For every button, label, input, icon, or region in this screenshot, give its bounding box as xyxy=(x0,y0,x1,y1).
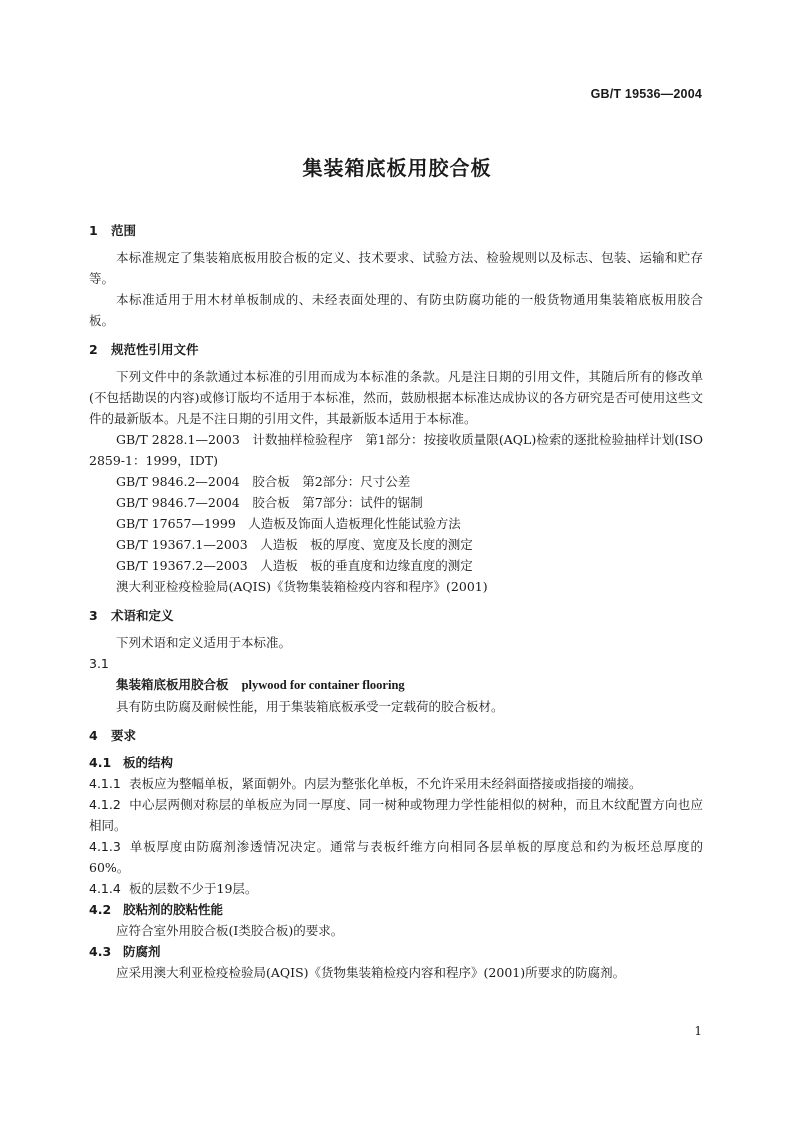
term-entry xyxy=(89,674,703,696)
reference-item: GB/T 19367.1—2003 人造板 板的厚度、宽度及长度的测定 xyxy=(116,537,473,552)
clause-number: 4.1.3 xyxy=(89,839,121,854)
subsection-number: 4.2 xyxy=(89,902,112,917)
clause xyxy=(89,794,703,836)
paragraph: 应采用澳大利亚检疫检验局(AQIS)《货物集装箱检疫内容和程序》(2001)所要求的防腐剂。 xyxy=(116,965,626,980)
document-body xyxy=(89,220,703,983)
paragraph: 下列文件中的条款通过本标准的引用而成为本标准的条款。凡是注日期的引用文件，其随后所有的修改单(不包括勘误的内容)或修订版均不适用于本标准，然而，鼓励根据本标准达成协议的各方研究是否可使用这些文件的最新版本。凡是不注日期的引用文件，其最新版本适用于本标准。 xyxy=(89,369,703,426)
subsection-number: 4.3 xyxy=(89,944,112,959)
clause xyxy=(89,773,703,794)
reference-item: GB/T 9846.7—2004 胶合板 第7部分：试件的锯制 xyxy=(116,495,423,510)
clause-number: 4.1.1 xyxy=(89,776,121,791)
clause-text: 板的层数不少于19层。 xyxy=(129,881,258,896)
section-number: 3 xyxy=(89,608,98,623)
term-definition: 具有防虫防腐及耐候性能，用于集装箱底板承受一定载荷的胶合板材。 xyxy=(116,699,504,714)
subsection-heading xyxy=(89,899,703,920)
paragraph: 本标准适用于用木材单板制成的、未经表面处理的、有防虫防腐功能的一般货物通用集装箱底板用胶合板。 xyxy=(89,292,703,328)
section-title: 要求 xyxy=(111,728,137,743)
reference-item: 澳大利亚检疫检验局(AQIS)《货物集装箱检疫内容和程序》(2001) xyxy=(116,579,488,594)
paragraph: 应符合室外用胶合板(Ⅰ类胶合板)的要求。 xyxy=(116,923,344,938)
subsection-heading xyxy=(89,752,703,773)
reference-item: GB/T 19367.2—2003 人造板 板的垂直度和边缘直度的测定 xyxy=(116,558,473,573)
subsection-title: 板的结构 xyxy=(123,755,174,770)
section-heading xyxy=(89,725,703,746)
clause xyxy=(89,836,703,878)
section-heading xyxy=(89,339,703,360)
term-number: 3.1 xyxy=(89,656,109,671)
clause-text: 表板应为整幅单板，紧面朝外。内层为整张化单板，不允许采用未经斜面搭接或指接的端接。 xyxy=(129,776,642,791)
section-title: 范围 xyxy=(111,223,137,238)
clause-number: 4.1.4 xyxy=(89,881,121,896)
section-number: 1 xyxy=(89,223,98,238)
paragraph: 本标准规定了集装箱底板用胶合板的定义、技术要求、试验方法、检验规则以及标志、包装、运输和贮存等。 xyxy=(89,250,703,286)
clause-text: 中心层两侧对称层的单板应为同一厚度、同一树种或物理力学性能相似的树种，而且木纹配置方向也应相同。 xyxy=(89,797,703,833)
term-chinese: 集装箱底板用胶合板 xyxy=(116,677,229,692)
section-title: 规范性引用文件 xyxy=(111,342,199,357)
subsection-number: 4.1 xyxy=(89,755,112,770)
clause-number: 4.1.2 xyxy=(89,797,121,812)
page-number: 1 xyxy=(694,1024,702,1038)
reference-item: GB/T 17657—1999 人造板及饰面人造板理化性能试验方法 xyxy=(116,516,461,531)
standard-code: GB/T 19536—2004 xyxy=(590,87,702,101)
subsection-title: 胶粘剂的胶粘性能 xyxy=(123,902,224,917)
subsection-heading xyxy=(89,941,703,962)
section-number: 2 xyxy=(89,342,98,357)
clause xyxy=(89,878,703,899)
section-title: 术语和定义 xyxy=(111,608,174,623)
clause-text: 单板厚度由防腐剂渗透情况决定。通常与表板纤维方向相同各层单板的厚度总和约为板坯总厚度的60%。 xyxy=(89,839,703,875)
section-heading xyxy=(89,605,703,626)
term-english: plywood for container flooring xyxy=(241,678,405,692)
section-number: 4 xyxy=(89,728,98,743)
reference-item: GB/T 9846.2—2004 胶合板 第2部分：尺寸公差 xyxy=(116,474,411,489)
reference-item: GB/T 2828.1—2003 计数抽样检验程序 第1部分：按接收质量限(AQL)检索的逐批检验抽样计划(ISO 2859-1：1999，IDT) xyxy=(89,432,703,468)
document-title: 集装箱底板用胶合板 xyxy=(302,156,492,180)
paragraph: 下列术语和定义适用于本标准。 xyxy=(116,635,292,650)
subsection-title: 防腐剂 xyxy=(123,944,161,959)
section-heading xyxy=(89,220,703,241)
